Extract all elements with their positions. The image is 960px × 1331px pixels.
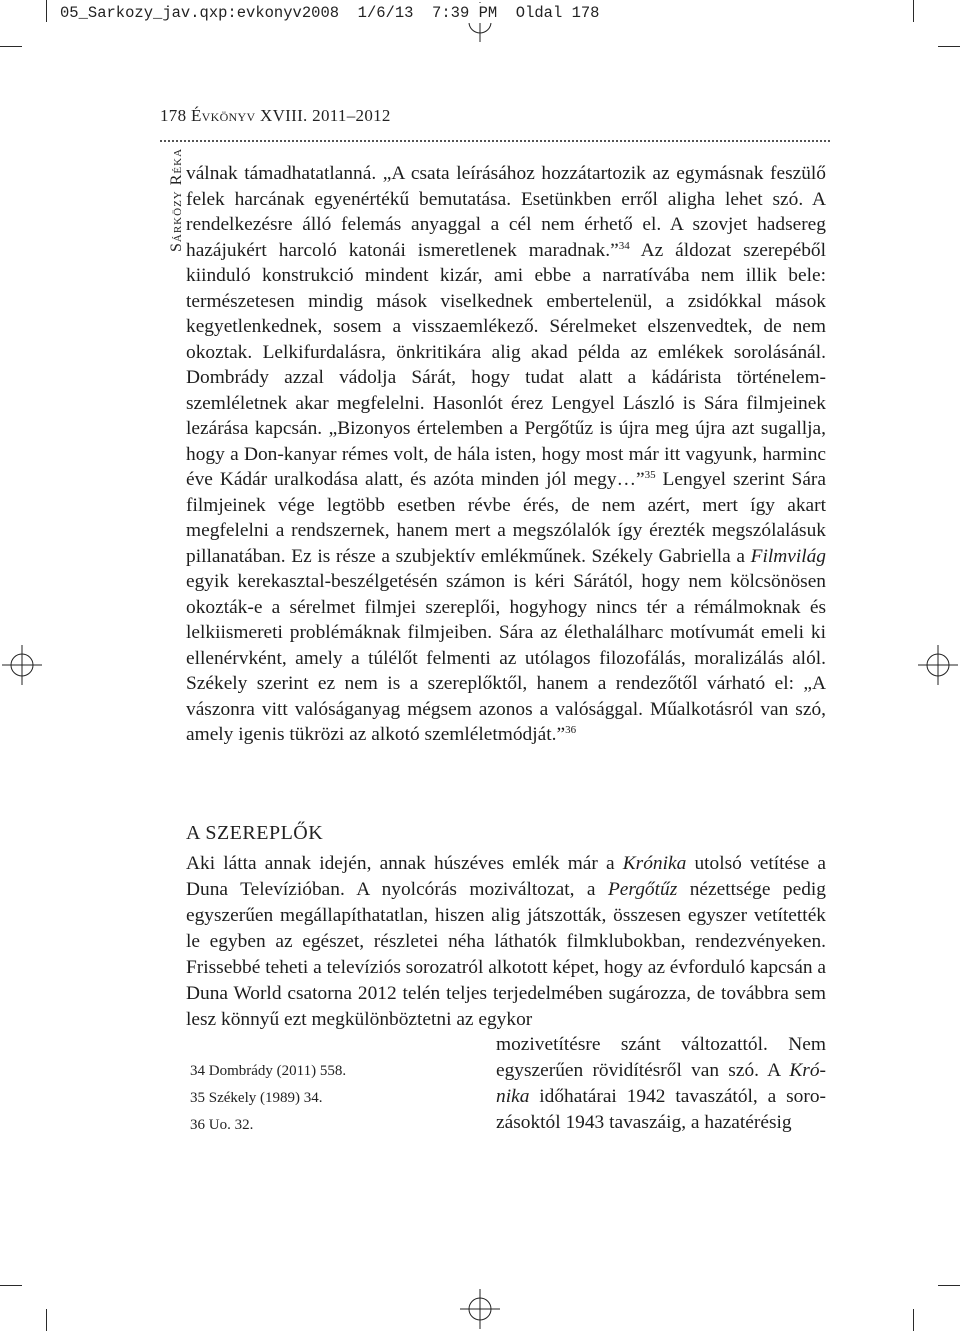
- section-text-continued: [496, 1032, 826, 1136]
- crop-mark-top-left-vertical: [46, 0, 47, 22]
- text-run: Az áldozat szerepéből kiinduló konstrukció mindent kizár, ami ebbe a narratívába nem illik bele: természetesen mindig mások viselkednek embertelenül, a zsidókkal mások kegyetlenkednek, sosem a visszaemlékező. Sérelmeket elszenvedtek, de nem okoztak. Lelkifurdalásra, önkritikára alig akad példa az emlékek sorolásánál. Dombrády azzal vádolja Sárát, hogy tudat alatt a kádárista történelemszemléletnek akar megfelelni. Hasonlót érez Lengyel László is Sára filmjeinek lezárása kapcsán. „Bizonyos értelemben a Pergőtűz is újra meg újra azt sugallja, hogy a Don-kanyar rémes volt, de hála isten, hogy most már itt vagyunk, harminc éve Kádár uralkodása alatt, és azóta minden jól megy…”: [186, 239, 826, 490]
- footnote-36: 36 Uo. 32.: [190, 1117, 254, 1133]
- registration-mark-right: [918, 645, 958, 685]
- page-number: 178: [160, 106, 187, 125]
- text-run: időhatárai 1942 tavaszától, a sorozásoktól 1943 tavaszáig, a hazatérésig: [496, 1086, 826, 1133]
- text-run: Aki látta annak idején, annak húszéves emlék már a: [186, 853, 623, 874]
- text-run: egyik kerekasztal-beszélgetésén számon is kéri Sárától, hogy nem kölcsönösen okozták-e a sérelmet filmjei szereplői, hogyhogy nincs tér a rémálmoknak és lelkiismereti problémáknak filmjeiben. Sára az élethalálharc motívumát emeli ki ellenérvként, amely a túlélőt felmenti az utólagos filozofálás, moralizálás alól. Székely szerint ez nem is a szereplőktől, hanem a rendezőtől várható el: „A vászonra vitt valóságanyag mégsem azonos a valósággal. Műalkotásról van szó, amely igenis tükrözi az alkotó szemléletmódját.”: [186, 571, 826, 745]
- text-run: utolsó vetítése a Duna Televízióban. A nyolcórás moziváltozat, a: [186, 853, 826, 900]
- italic-title: Krónika: [496, 1060, 826, 1107]
- footnote-34: 34 Dombrády (2011) 558.: [190, 1063, 347, 1079]
- section-paragraph: [186, 851, 826, 1033]
- header-rule: [160, 140, 830, 142]
- volume-label: XVIII. 2011–2012: [260, 106, 391, 125]
- crop-mark-bottom-right-vertical: [913, 1309, 914, 1331]
- running-head: [160, 106, 391, 126]
- footnote-35: 35 Székely (1989) 34.: [190, 1090, 323, 1106]
- body-paragraph: [186, 161, 826, 748]
- print-slug: 05_Sarkozy_jav.qxp:evkonyv2008 1/6/13 7:39 PM Oldal 178: [56, 3, 604, 23]
- italic-title: Krónika: [622, 853, 687, 874]
- footnote-ref: 35: [644, 469, 656, 481]
- crop-mark-top-left: [0, 46, 22, 47]
- crop-mark-bottom-left: [0, 1285, 22, 1286]
- footnote-ref: 36: [565, 724, 577, 736]
- footnotes: [190, 1058, 470, 1139]
- section-heading: A SZEREPLŐK: [186, 822, 324, 844]
- crop-mark-bottom-left-vertical: [46, 1309, 47, 1331]
- crop-mark-top-right-vertical: [913, 0, 914, 22]
- text-run: nézettsége pedig egyszerűen megállapíthatatlan, hiszen alig játszották, összesen egyszer vetítették le egyben az egészet, részletei néha láthatók filmklubokban, rendezvényeken. Frissebbé teheti a televíziós sorozatról alkotott képet, hogy az évforduló kapcsán a Duna World csatorna 2012 telén teljes terjedelmében sugározza, de továbbra sem lesz könnyű ezt megkülönböztetni az egykor: [186, 879, 826, 1030]
- registration-mark-left: [2, 645, 42, 685]
- crop-mark-bottom-right: [938, 1285, 960, 1286]
- side-author: Sárközy Réka: [168, 147, 185, 252]
- section-paragraph-continued: [496, 1032, 826, 1136]
- text-run: válnak támadhatatlanná. „A csata leírásához hozzátartozik az egymásnak feszülő felek harcának egyenértékű bemutatása. Esetünkben erről aligha lehet szó. A rendelkezésre álló felemás anyaggal a cél nem érhető el. A szovjet hadsereg hazájukért harcoló katonái ismeretlenek maradnak.”: [186, 163, 826, 261]
- text-run: mozivetítésre szánt változattól. Nem egyszerűen rövidítésről van szó. A: [496, 1034, 826, 1081]
- text-run: Lengyel szerint Sára filmjeinek vége legtöbb esetben révbe érés, de nem azért, mert így akart megfelelni a rendszernek, hanem mert a megszólalók így érezték megszólalásuk pillanatában. Ez is része a szubjektív emlékműnek. Székely Gabriella a: [186, 469, 826, 567]
- journal-title: Évkönyv: [190, 106, 256, 125]
- italic-title: Pergőtűz: [607, 879, 678, 900]
- section-text: [186, 851, 826, 1033]
- footnote-ref: 34: [618, 239, 630, 252]
- crop-mark-top-right: [938, 46, 960, 47]
- italic-title: Filmvilág: [750, 545, 826, 567]
- registration-mark-bottom: [460, 1289, 500, 1329]
- body-text: [186, 161, 826, 748]
